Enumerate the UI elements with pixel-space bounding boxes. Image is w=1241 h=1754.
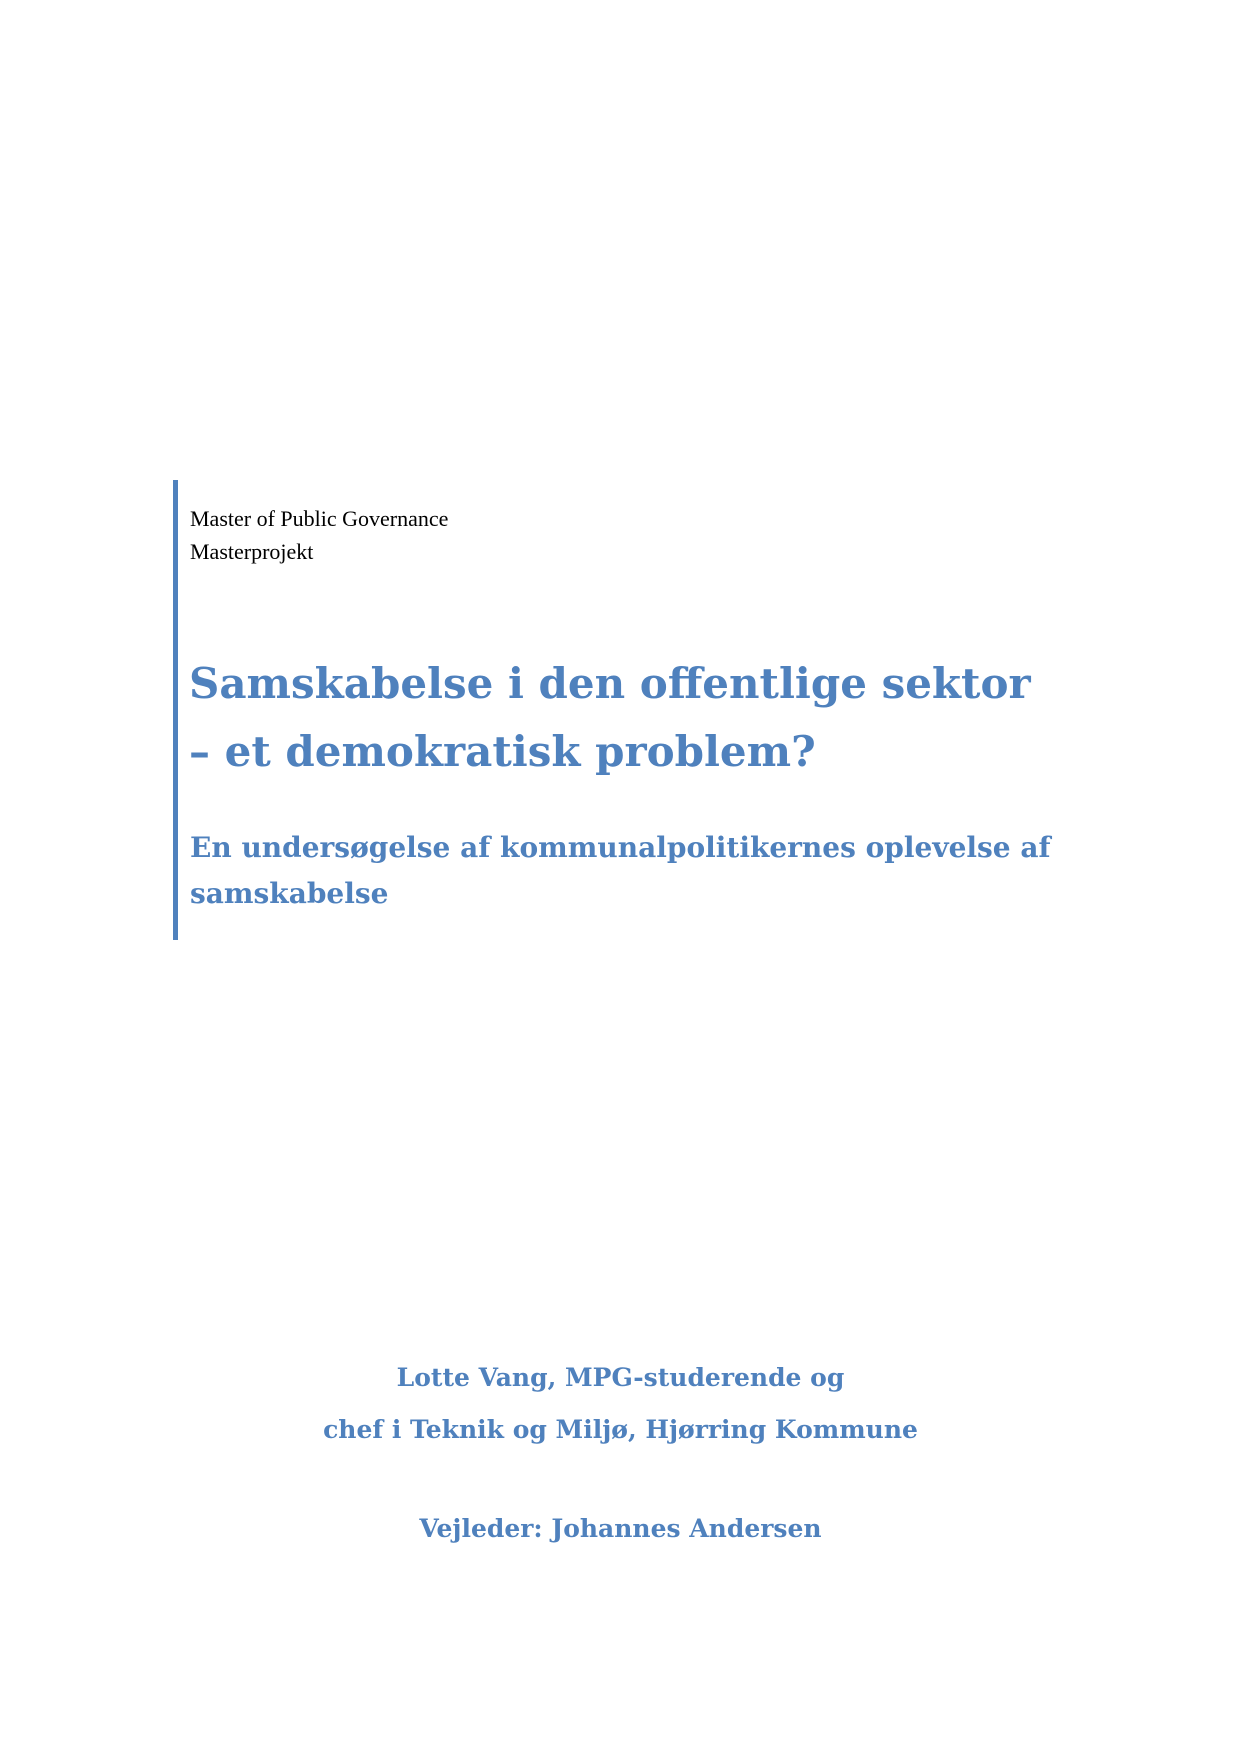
- document-title: [189, 650, 1031, 786]
- subtitle-line-1: En undersøgelse af kommunalpolitikernes oplevelse af: [190, 831, 1051, 864]
- program-info: [190, 502, 448, 568]
- author-line-1: Lotte Vang, MPG-studerende og: [396, 1363, 845, 1392]
- title-line-1: Samskabelse i den offentlige sektor: [189, 659, 1031, 708]
- document-subtitle: [190, 825, 1051, 917]
- author-block: [0, 1352, 1241, 1456]
- subtitle-line-2: samskabelse: [190, 877, 389, 910]
- supervisor: Vejleder: Johannes Andersen: [419, 1514, 822, 1543]
- author-line-2: chef i Teknik og Miljø, Hjørring Kommune: [323, 1415, 918, 1444]
- program-name: Master of Public Governance: [190, 506, 449, 531]
- title-line-2: – et demokratisk problem?: [189, 727, 816, 776]
- project-type: Masterprojekt: [190, 539, 314, 564]
- title-block: [173, 480, 1078, 940]
